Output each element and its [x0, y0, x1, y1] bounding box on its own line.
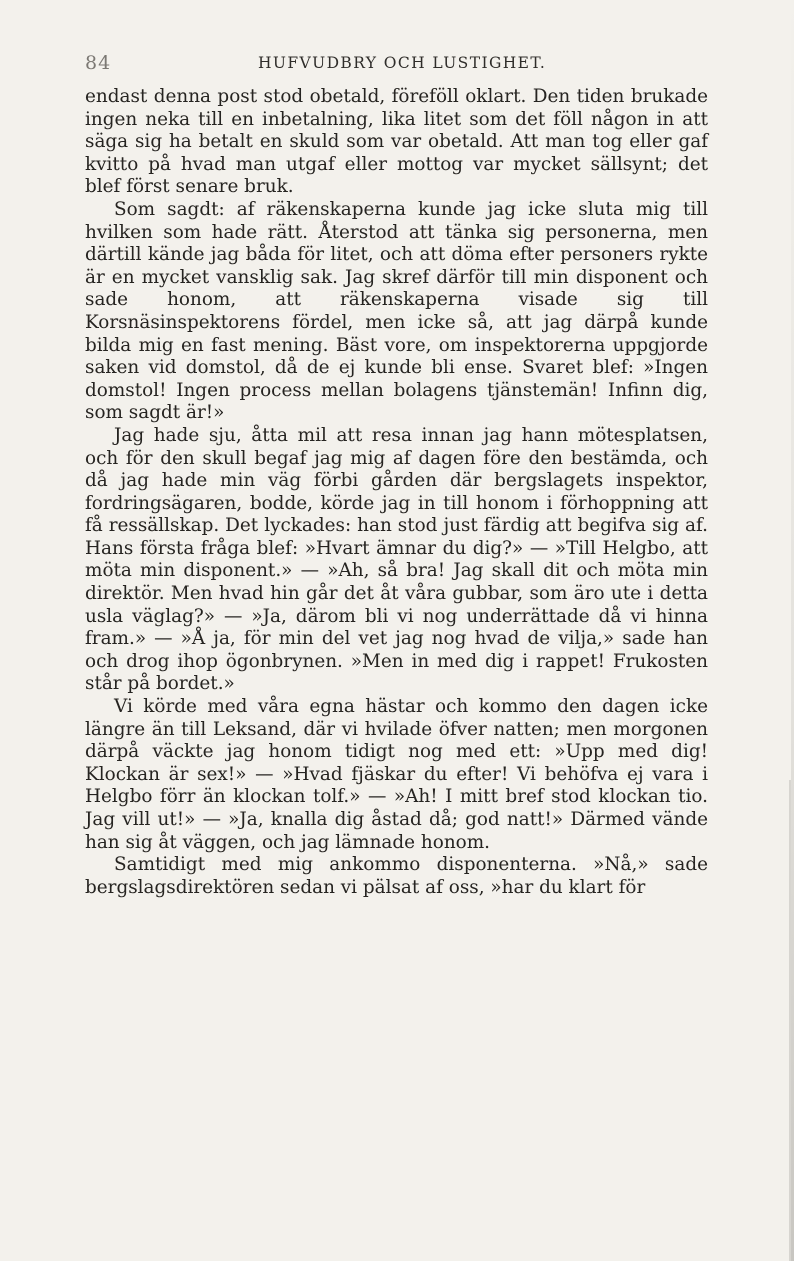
paragraph-3: Jag hade sju, åtta mil att resa innan jag hann mötesplatsen, och för den skull begaf jag mig af dagen före den bestämda, och då jag hade min väg förbi gården där bergslagets inspektor, fordringsägaren, bodde, körde jag in till honom i förhoppning att få ressällskap. Det lyckades: han stod just färdig att begifva sig af. Hans första fråga blef: »Hvart ämnar du dig?» — »Till Helgbo, att möta min disponent.» — »Ah, så bra! Jag skall dit och möta min direktör. Men hvad hin går det åt våra gubbar, som äro ute i detta usla väglag?» — »Ja, därom bli vi nog underrättade då vi hinna fram.» — »Å ja, för min del vet jag nog hvad de vilja,» sade han och drog ihop ögonbrynen. »Men in med dig i rappet! Frukosten står på bordet.»: [85, 424, 708, 695]
paragraph-2: Som sagdt: af räkenskaperna kunde jag icke sluta mig till hvilken som hade rätt. Återstod att tänka sig personerna, men därtill kände jag båda för litet, och att döma efter personers rykte är en mycket vansklig sak. Jag skref därför till min disponent och sade honom, att räkenskaperna visade sig till Korsnäsinspektorens fördel, men icke så, att jag därpå kunde bilda mig en fast mening. Bäst vore, om inspektorerna uppgjorde saken vid domstol, då de ej kunde bli ense. Svaret blef: »Ingen domstol! Ingen process mellan bolagens tjänstemän! Infinn dig, som sagdt är!»: [85, 198, 708, 424]
running-title: HUFVUDBRY OCH LUSTIGHET.: [258, 54, 547, 72]
page-number: 84: [85, 52, 112, 74]
running-head: [85, 52, 708, 80]
paragraph-5: Samtidigt med mig ankommo disponenterna. »Nå,» sade bergslagsdirektören sedan vi pälsat af oss, »har du klart för: [85, 854, 708, 898]
paragraph-1: endast denna post stod obetald, föreföll oklart. Den tiden brukade ingen neka till en inbetalning, lika litet som det föll någon in att säga sig ha betalt en skuld som var obetald. Att man tog eller gaf kvitto på hvad man utgaf eller mottog var mycket sällsynt; det blef först senare bruk.: [85, 86, 708, 198]
paragraph-4: Vi körde med våra egna hästar och kommo den dagen icke längre än till Leksand, där vi hvilade öfver natten; men morgonen därpå väckte jag honom tidigt nog med ett: »Upp med dig! Klockan är sex!» — »Hvad fjäskar du efter! Vi behöfva ej vara i Helgbo förr än klockan tolf.» — »Ah! I mitt bref stod klockan tio. Jag vill ut!» — »Ja, knalla dig åstad då; god natt!» Därmed vände han sig åt väggen, och jag lämnade honom.: [85, 696, 708, 853]
body-text: [85, 86, 708, 899]
